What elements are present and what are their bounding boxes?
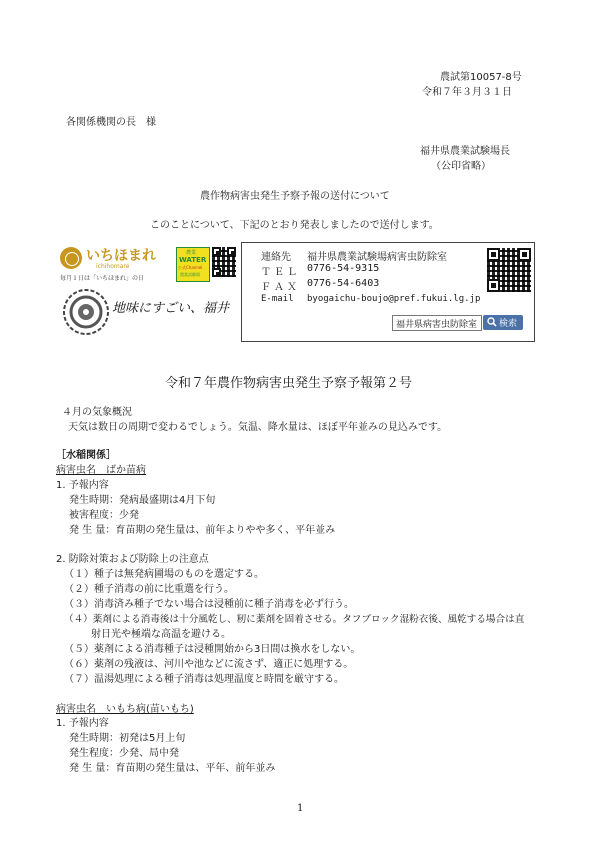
search-button-label: 検索	[499, 319, 518, 329]
contact-value-email[interactable]: byogaichu-boujo@pref.fukui.lg.jp	[307, 294, 481, 304]
water-channel-logo	[176, 247, 210, 282]
sender: 福井県農業試験場長	[420, 146, 510, 157]
search-input-value: 福井県病害虫防除室	[396, 320, 478, 330]
intro-text: このことについて、下記のとおり発表しましたので送付します。	[150, 220, 439, 231]
pest1-control-item-3: （３）消毒済み種子でない場合は浸種前に種子消毒を必ず行う。	[64, 599, 354, 610]
search-icon	[487, 317, 497, 327]
contact-label-fax: ＦＡＸ	[261, 282, 300, 293]
water-logo-line-3: 公式Channel	[178, 265, 203, 270]
pest1-forecast-damage: 被害程度：少発	[69, 510, 139, 521]
doc-date: 令和７年３月３１日	[422, 87, 512, 98]
contact-value-office: 福井県農業試験場病害虫防除室	[307, 252, 447, 263]
pest1-control-item-7: （７）温湯処理による種子消毒は処理温度と時間を厳守する。	[64, 674, 344, 685]
ichihomare-mark-icon	[60, 247, 82, 269]
pest2-forecast-timing: 発生時期：初発は5月上旬	[69, 733, 186, 744]
pest2-forecast-degree: 発生程度：少発、局中発	[69, 748, 179, 759]
pest1-name: 病害虫名 ばか苗病	[56, 465, 146, 476]
weather-heading: ４月の気象概況	[62, 407, 132, 418]
pest1-forecast-heading: 1. 予報内容	[56, 480, 109, 491]
pest1-control-item-4-cont: 射日光や極端な高温を避ける。	[91, 629, 231, 640]
addressee: 各関係機関の長 様	[66, 117, 156, 128]
qr-code-contact[interactable]	[487, 248, 531, 292]
search-button[interactable]	[483, 315, 523, 330]
water-logo-line-2: WATER	[179, 256, 207, 264]
doc-number: 農試第10057-8号	[440, 72, 522, 83]
pest2-name: 病害虫名 いもち病(苗いもち)	[56, 704, 194, 715]
pest1-control-item-6: （６）薬剤の残液は、河川や池などに流さず、適正に処理する。	[64, 659, 354, 670]
contact-value-tel[interactable]: 0776-54-9315	[307, 263, 380, 274]
category-heading: ［水稲関係］	[56, 450, 116, 461]
report-title: 令和７年農作物病害虫発生予察予報第２号	[165, 376, 413, 391]
pest1-forecast-amount: 発 生 量：育苗期の発生量は、前年よりやや多く、平年並み	[69, 525, 336, 536]
contact-label-tel: ＴＥＬ	[261, 267, 300, 278]
ichihomare-text: いちほまれ	[86, 248, 156, 264]
pest2-forecast-amount: 発 生 量：育苗期の発生量は、平年、前年並み	[69, 763, 276, 774]
page-number: 1	[297, 803, 304, 814]
pest2-forecast-heading: 1. 予報内容	[56, 718, 109, 729]
subject: 農作物病害虫発生予察予報の送付について	[200, 191, 390, 202]
search-input[interactable]	[392, 315, 482, 331]
weather-text: 天気は数日の周期で変わるでしょう。気温、降水量は、ほぼ平年並みの見込みです。	[68, 422, 448, 433]
seal-note: （公印省略）	[431, 161, 491, 172]
contact-label-office: 連絡先	[261, 252, 291, 263]
pest1-control-item-5: （５）薬剤による消毒種子は浸種開始から3日間は換水をしない。	[64, 644, 361, 655]
pest1-forecast-timing: 発生時期：発病最盛期は4月下旬	[69, 495, 216, 506]
fukui-slogan-text: 地味にすごい、福井	[112, 301, 230, 316]
contact-box	[241, 242, 535, 342]
water-logo-line-4: 農業試験場	[180, 272, 200, 277]
fukui-emblem-icon	[62, 288, 110, 336]
fukui-slogan	[112, 295, 238, 325]
contact-value-fax: 0776-54-6403	[307, 278, 380, 289]
ichihomare-caption: 毎月１日は「いちほまれ」の日	[60, 275, 145, 282]
pest1-control-item-2: （２）種子消毒の前に比重選を行う。	[64, 584, 234, 595]
contact-label-email: E-mail	[261, 294, 294, 304]
pest1-control-heading: 2. 防除対策および防除上の注意点	[56, 554, 209, 565]
qr-code-channel[interactable]	[212, 247, 236, 277]
water-logo-line-1: 農業	[186, 250, 197, 256]
pest1-control-item-4: （４）薬剤による消毒後は十分風乾し、籾に薬剤を固着させる。タフブロック湿粉衣後、風乾する場合は直	[64, 614, 525, 625]
ichihomare-logo	[60, 243, 170, 283]
pest1-control-item-1: （１）種子は無発病圃場のものを選定する。	[64, 569, 264, 580]
ichihomare-romaji: ichihomare	[96, 263, 130, 270]
